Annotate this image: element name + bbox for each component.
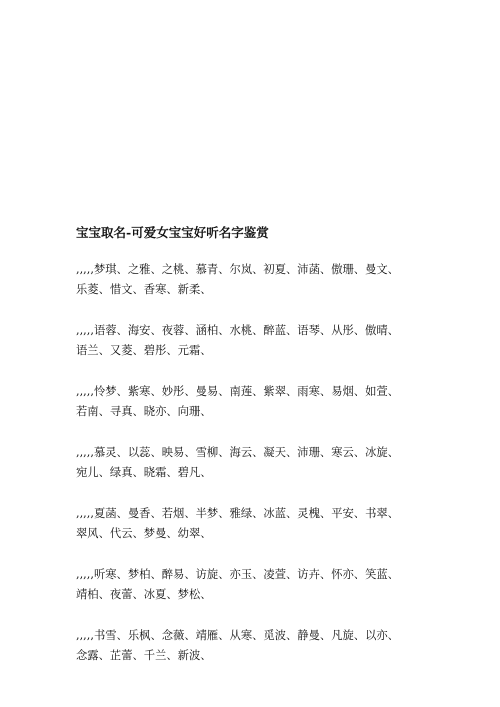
paragraph-line: 念露、芷蕾、千兰、新波、 — [76, 649, 212, 662]
name-paragraph-1 — [76, 260, 436, 300]
name-list — [76, 260, 436, 687]
paragraph-line: ,,,,,书雪、乐枫、念薇、靖雁、从寒、觅波、静曼、凡旋、以亦、 — [76, 629, 399, 642]
paragraph-line: 语兰、又菱、碧彤、元霜、 — [76, 344, 212, 357]
name-paragraph-3 — [76, 382, 436, 422]
document-title: 宝宝取名-可爱女宝宝好听名字鉴赏 — [76, 225, 269, 240]
paragraph-line: ,,,,,慕灵、以蕊、映易、雪柳、海云、凝天、沛珊、寒云、冰旋、 — [76, 446, 399, 459]
name-paragraph-5 — [76, 504, 436, 544]
name-paragraph-4 — [76, 443, 436, 483]
name-paragraph-7 — [76, 626, 436, 666]
paragraph-line: ,,,,,语蓉、海安、夜蓉、涵柏、水桃、醉蓝、语琴、从彤、傲晴、 — [76, 324, 399, 337]
paragraph-line: 乐菱、惜文、香寒、新柔、 — [76, 283, 212, 296]
paragraph-line: 翠风、代云、梦曼、幼翠、 — [76, 527, 212, 540]
paragraph-line: 靖柏、夜蕾、冰夏、梦松、 — [76, 588, 212, 601]
name-paragraph-6 — [76, 565, 436, 605]
paragraph-line: ,,,,,听寒、梦柏、醉易、访旋、亦玉、凌萱、访卉、怀亦、笑蓝、 — [76, 568, 399, 581]
paragraph-line: ,,,,,夏菡、曼香、若烟、半梦、雅绿、冰蓝、灵槐、平安、书翠、 — [76, 507, 399, 520]
paragraph-line: ,,,,,梦琪、之雅、之桃、慕青、尔岚、初夏、沛菡、傲珊、曼文、 — [76, 263, 399, 276]
name-paragraph-2 — [76, 321, 436, 361]
paragraph-line: ,,,,,怜梦、紫寒、妙彤、曼易、南莲、紫翠、雨寒、易烟、如萱、 — [76, 385, 399, 398]
paragraph-line: 宛儿、绿真、晓霜、碧凡、 — [76, 466, 212, 479]
paragraph-line: 若南、寻真、晓亦、向珊、 — [76, 405, 212, 418]
